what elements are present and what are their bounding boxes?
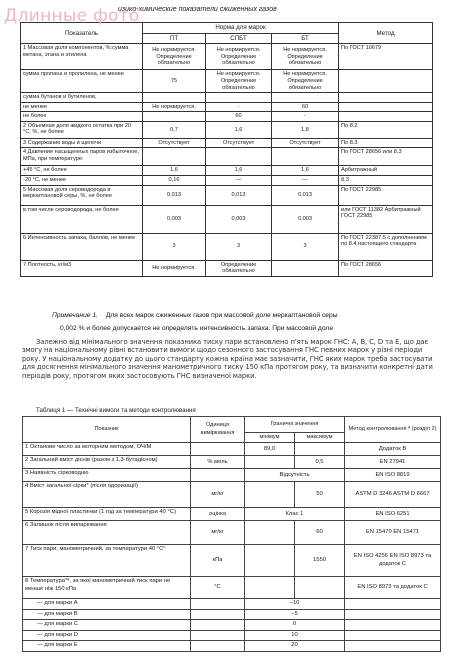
table1-row (21, 112, 433, 122)
t2-cell-method: ASTM D 3246 ASTM D 6667 (345, 482, 441, 508)
cell-bt: 1,6 (272, 166, 339, 176)
cell-bt: 0,003 (272, 205, 339, 233)
header-bt: БТ (272, 34, 339, 44)
table2 (22, 416, 441, 652)
cell-pt: Не нормируется. (143, 260, 206, 276)
t2-header-max: максимум (295, 433, 345, 443)
cell-indicator: не менее (21, 102, 143, 112)
t2-cell-unit: мг/кг (191, 521, 245, 545)
cell-method: По 8.3 (339, 138, 433, 148)
cell-bt: 60 (272, 102, 339, 112)
header-pt: ПТ (143, 34, 206, 44)
grade-label: — для марки E (23, 641, 191, 652)
grade-method (345, 609, 441, 620)
cell-indicator: +45 °С, не более (21, 166, 143, 176)
cell-spbt: 60 (206, 112, 272, 122)
cell-method (339, 102, 433, 112)
note-line-1 (52, 312, 442, 319)
cell-pt: 0,16 (143, 176, 206, 186)
cell-spbt: 1,6 (206, 121, 272, 138)
t2-cell-method: EN ISO 8973 та додаток С (345, 577, 441, 599)
t2-cell-unit (191, 443, 245, 456)
cell-spbt (206, 148, 272, 166)
t2-cell-max (295, 443, 345, 456)
cell-spbt: - (206, 102, 272, 112)
grade-unit (191, 599, 245, 610)
cell-bt: Не нормируется. Определение обязательно (272, 44, 339, 70)
t2-cell-unit: мг/кг (191, 482, 245, 508)
t2-cell-indicator: 8 Температура°ª, за якої манометричний тиск пари не менше ніж 150 кПа (23, 577, 191, 599)
t2-cell-indicator: 4 Вміст загальної сірки° (після одоризації) (23, 482, 191, 508)
cell-pt: 0,7 (143, 121, 206, 138)
note-lead: Примечание 1. (52, 312, 98, 319)
table2-row (23, 443, 441, 456)
cell-bt: Отсутствует (272, 138, 339, 148)
cell-indicator: 5 Массовая доля сероводорода и меркаптановой серы, %, не более (21, 185, 143, 205)
cell-spbt (206, 93, 272, 103)
table1-row (21, 260, 433, 276)
cell-pt: 0,003 (143, 205, 206, 233)
cell-spbt: 3 (206, 233, 272, 260)
cell-pt: Не нормируется. (143, 102, 206, 112)
cell-spbt: Определение обязательно (206, 260, 272, 276)
table2-row (23, 469, 441, 482)
cell-pt: 1,6 (143, 166, 206, 176)
cell-pt (143, 148, 206, 166)
grade-label: — для марки B (23, 609, 191, 620)
t2-cell-max: 50 (295, 482, 345, 508)
ukr-paragraph: Залежно від мінімального значення показника тиску пари встановлено п'ять марок ГНС: A, B, C, D та E, що дає змогу на національному рівні встановити вимоги щодо сезонного застосування ГНС певних марок у різні періоди року. У національному додатку до цього стандарту кожна країна має зазначити, ГНС яких марок треба застосувати для досягнення мінімального значення манометричного тиску 150 кПа протягом року, та визначити конкретні дати періодів року, протягом яких застосовують ГНС визначеної марки. (22, 338, 433, 380)
grade-method (345, 620, 441, 631)
note-line-2: 0,002 % и более допускается не определять интенсивность запаха. При массовой доле (60, 325, 334, 332)
t2-cell-max: 1550 (295, 545, 345, 577)
header-norm: Норма для марок (143, 23, 339, 34)
t2-cell-indicator: 1 Октанове число за моторним методом, ОЧ/М (23, 443, 191, 456)
t2-cell-max: 0,5 (295, 456, 345, 469)
t2-header-limits: Граничні значення (245, 417, 345, 433)
grade-value: 10 (245, 630, 345, 641)
table1-row (21, 70, 433, 93)
table2-grade-row (23, 609, 441, 620)
t2-cell-min: 89,0 (245, 443, 295, 456)
grade-value: −5 (245, 609, 345, 620)
t2-cell-unit (191, 469, 245, 482)
t2-cell-method: EN ISO 4256 EN ISO 8973 та додаток С (345, 545, 441, 577)
cell-spbt: Отсутствует (206, 138, 272, 148)
cell-indicator: 4 Давление насыщенных паров избыточное, МПа, при температуре: (21, 148, 143, 166)
cell-indicator: 1 Массовая доля компонентов, %:сумма метана, этана и этилена (21, 44, 143, 70)
table2-row (23, 508, 441, 521)
cell-spbt: Не нормируется. Определение обязательно (206, 44, 272, 70)
grade-unit (191, 620, 245, 631)
cell-pt: 0,013 (143, 185, 206, 205)
t2-cell-unit: кПа (191, 545, 245, 577)
cell-spbt: 1,6 (206, 166, 272, 176)
cell-bt: 0,013 (272, 185, 339, 205)
table2-title: Таблиця 1 — Технічні вимоги та методи контролювання (36, 407, 196, 414)
grade-label: — для марки А (23, 599, 191, 610)
cell-method: По ГОСТ 28656 или 8.3 (339, 148, 433, 166)
table2-grade-row (23, 599, 441, 610)
cell-indicator: -20 °С, не менее (21, 176, 143, 186)
cell-method: или ГОСТ 11382 Арбитражный ГОСТ 22985 (339, 205, 433, 233)
watermark-logo: Длинные фото (4, 6, 140, 26)
table2-row (23, 482, 441, 508)
cell-pt: 75 (143, 70, 206, 93)
cell-method (339, 93, 433, 103)
table1-row (21, 121, 433, 138)
t2-cell-method: EN ISO 6251 (345, 508, 441, 521)
table1-title: изико-химические показатели сжиженных газов (118, 6, 277, 13)
cell-indicator: в том числе сероводорода, не более (21, 205, 143, 233)
cell-pt (143, 112, 206, 122)
t2-cell-method: Додаток В (345, 443, 441, 456)
cell-pt: Отсутствует (143, 138, 206, 148)
grade-method (345, 641, 441, 652)
table2-grade-row (23, 641, 441, 652)
cell-indicator: 6 Интенсивность запаха, баллов, не менее (21, 233, 143, 260)
grade-value: 20 (245, 641, 345, 652)
cell-bt: Не нормируется. Определение обязательно (272, 70, 339, 93)
grade-label: — для марки C (23, 620, 191, 631)
t2-cell-method: EN ISO 8819 (345, 469, 441, 482)
cell-bt (272, 148, 339, 166)
t2-cell-max (295, 577, 345, 599)
cell-bt (272, 260, 339, 276)
t2-cell-limit: Клас 1 (245, 508, 345, 521)
cell-bt: - (272, 112, 339, 122)
grade-value: 0 (245, 620, 345, 631)
cell-bt: — (272, 176, 339, 186)
cell-method (339, 70, 433, 93)
t2-cell-min (245, 521, 295, 545)
header-method: Метод (339, 23, 433, 44)
grade-unit (191, 609, 245, 620)
table2-row (23, 577, 441, 599)
cell-method (339, 112, 433, 122)
t2-cell-indicator: 5 Корозія мідної пластинки (1 год за температури 40 °С) (23, 508, 191, 521)
cell-spbt: 0,013 (206, 185, 272, 205)
t2-cell-min (245, 482, 295, 508)
cell-pt: Не нормируется. Определение обязательно (143, 44, 206, 70)
cell-spbt: 0,003 (206, 205, 272, 233)
table1-row (21, 185, 433, 205)
table2-grade-row (23, 620, 441, 631)
table2-header-row (23, 417, 441, 433)
cell-indicator: сумма бутанов и бутиленов, (21, 93, 143, 103)
grade-method (345, 599, 441, 610)
t2-cell-indicator: 6 Залишок після випарювання (23, 521, 191, 545)
table1-row (21, 166, 433, 176)
cell-spbt: Не нормируется. Определение обязательно (206, 70, 272, 93)
cell-indicator: 2 Объемная доля жидкого остатка при 20 °С, %, не более (21, 121, 143, 138)
cell-bt (272, 93, 339, 103)
table1-row (21, 205, 433, 233)
cell-method: 8.3 (339, 176, 433, 186)
table1-row (21, 138, 433, 148)
cell-spbt: — (206, 176, 272, 186)
cell-bt: 3 (272, 233, 339, 260)
t2-cell-indicator: 2 Загальний вміст дієнів (разом з 1,3-бутадієном) (23, 456, 191, 469)
grade-unit (191, 630, 245, 641)
t2-header-indicator: Показник (23, 417, 191, 443)
table1-row (21, 44, 433, 70)
table2-row (23, 521, 441, 545)
t2-cell-indicator: 3 Наявність сірководню (23, 469, 191, 482)
t2-header-min: мінімум (245, 433, 295, 443)
t2-cell-indicator: 7 Тиск пари, манометричний, за температури 40 °С° (23, 545, 191, 577)
t2-cell-min (245, 456, 295, 469)
cell-indicator: сумма пропана и пропилена, не менее (21, 70, 143, 93)
header-indicator: Показатель (21, 23, 143, 44)
cell-method: Арбитражный (339, 166, 433, 176)
table2-grade-row (23, 630, 441, 641)
cell-indicator: 7 Плотность, кг/м3 (21, 260, 143, 276)
table1-row (21, 102, 433, 112)
cell-method: По 8.2 (339, 121, 433, 138)
table1-row (21, 233, 433, 260)
table1-row (21, 148, 433, 166)
t2-cell-limit: Відсутність (245, 469, 345, 482)
cell-method: По ГОСТ 22985 (339, 185, 433, 205)
cell-indicator: не более (21, 112, 143, 122)
cell-method: По ГОСТ 10679 (339, 44, 433, 70)
cell-pt (143, 93, 206, 103)
t2-header-method: Метод контролювання ª (розділ 2) (345, 417, 441, 443)
grade-value: −10 (245, 599, 345, 610)
cell-bt: 1,8 (272, 121, 339, 138)
grade-method (345, 630, 441, 641)
cell-method: По ГОСТ 28656 (339, 260, 433, 276)
table1 (20, 22, 433, 277)
t2-cell-max: 60 (295, 521, 345, 545)
table2-row (23, 545, 441, 577)
t2-header-unit: Одиниця вимірювання (191, 417, 245, 443)
t2-cell-min (245, 545, 295, 577)
t2-cell-unit: % моль (191, 456, 245, 469)
t2-cell-unit: оцінка (191, 508, 245, 521)
cell-pt: 3 (143, 233, 206, 260)
cell-indicator: 3 Содержание воды и щелочи (21, 138, 143, 148)
grade-unit (191, 641, 245, 652)
note-text-1: Для всех марок сжиженных газов при массовой доле меркаптановой серы (105, 312, 338, 319)
cell-method: По ГОСТ 22387.5 с дополнением по 8.4 настоящего стандарта (339, 233, 433, 260)
t2-cell-min (245, 577, 295, 599)
table2-row (23, 456, 441, 469)
t2-cell-method: EN 15470 EN 15471 (345, 521, 441, 545)
table1-row (21, 176, 433, 186)
t2-cell-unit: °С (191, 577, 245, 599)
table1-row (21, 93, 433, 103)
header-spbt: СПБТ (206, 34, 272, 44)
grade-label: — для марки D (23, 630, 191, 641)
t2-cell-method: EN 27941 (345, 456, 441, 469)
